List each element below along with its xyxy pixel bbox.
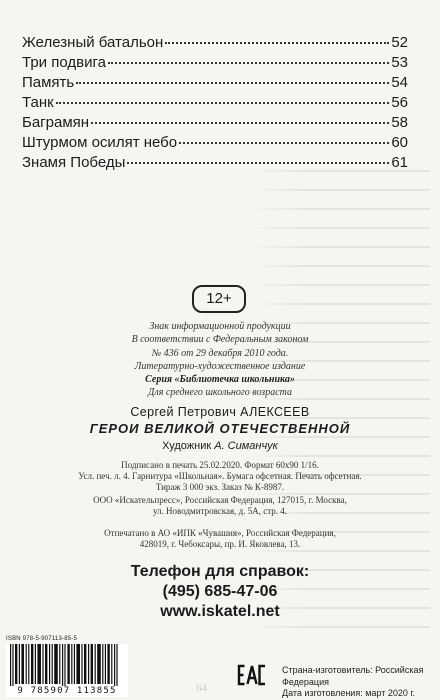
toc-entry [22, 94, 408, 114]
toc-entry [22, 134, 408, 154]
publisher-address [0, 495, 440, 517]
toc-entry-page: 53 [391, 54, 408, 71]
reader-age-note: Для среднего школьного возраста [148, 387, 292, 398]
series-name: Серия «Библиотечка школьника» [145, 374, 295, 385]
toc-entry-title: Три подвига [22, 54, 106, 71]
toc-entry-title: Танк [22, 94, 54, 111]
toc-leader-dots [91, 121, 389, 124]
page-number: 64 [196, 682, 207, 694]
illustrator-name: А. Симанчук [214, 440, 278, 452]
print-detail-line: Тираж 3 000 экз. Заказ № К-8987. [155, 481, 285, 492]
book-title: ГЕРОИ ВЕЛИКОЙ ОТЕЧЕСТВЕННОЙ [89, 421, 351, 436]
notice-line: Знак информационной продукции [149, 321, 291, 332]
toc-leader-dots [76, 81, 389, 84]
website-link[interactable]: www.iskatel.net [160, 603, 280, 620]
notice-line: В соответствии с Федеральным законом [131, 334, 309, 346]
print-detail-line: Подписано в печать 25.02.2020. Формат 60х90 1/16. [121, 460, 319, 470]
information-product-notice [0, 320, 440, 360]
book-author: Сергей Петрович АЛЕКСЕЕВ [130, 405, 310, 419]
table-of-contents [22, 34, 408, 174]
age-rating-badge: 12+ [192, 285, 246, 313]
eac-conformity-mark [237, 664, 267, 686]
isbn-text: ISBN 978-5-907113-85-5 [6, 636, 77, 642]
toc-entry-page: 54 [391, 74, 408, 91]
toc-entry [22, 114, 408, 134]
print-detail-line: Усл. печ. л. 4. Гарнитура «Школьная». Бумага офсетная. Печать офсетная. [78, 470, 362, 481]
publisher-line: ООО «Искательпресс», Российская Федерация, 127015, г. Москва, [93, 495, 347, 505]
printer-address [0, 528, 440, 550]
phone-label: Телефон для справок: [130, 563, 310, 580]
toc-entry [22, 154, 408, 174]
toc-entry [22, 74, 408, 94]
toc-entry-page: 60 [391, 134, 408, 151]
manufacture-date: Дата изготовления: март 2020 г. [282, 688, 416, 698]
toc-leader-dots [165, 41, 389, 44]
barcode-image [6, 644, 128, 686]
illustrator-label: Художник [162, 440, 212, 452]
toc-entry-title: Штурмом осилят небо [22, 134, 178, 151]
toc-entry-title: Железный батальон [22, 34, 164, 51]
toc-entry-page: 61 [391, 154, 408, 171]
print-details [0, 460, 440, 492]
toc-entry-title: Память [22, 74, 75, 91]
toc-leader-dots [108, 61, 389, 64]
toc-entry [22, 34, 408, 54]
illustrator-line [0, 440, 440, 452]
toc-entry-title: Знамя Победы [22, 154, 126, 171]
phone-number: (495) 685-47-06 [162, 583, 278, 600]
barcode-number: 9 785907 113855 [6, 686, 128, 697]
toc-entry-page: 52 [391, 34, 408, 51]
notice-line: № 436 от 29 декабря 2010 года. [151, 347, 289, 359]
toc-entry-page: 56 [391, 94, 408, 111]
toc-entry-title: Баграмян [22, 114, 90, 131]
origin-country: Страна-изготовитель: Российская Федерация [282, 665, 424, 687]
printer-line: Отпечатано в АО «ИПК «Чувашия», Российская Федерация, [104, 528, 336, 538]
toc-entry-page: 58 [391, 114, 408, 131]
toc-entry [22, 54, 408, 74]
publisher-line: ул. Новодмитровская, д. 5А, стр. 4. [152, 505, 288, 516]
toc-leader-dots [127, 161, 389, 164]
edition-genre: Литературно-художественное издание [134, 361, 306, 372]
toc-leader-dots [179, 141, 389, 144]
printer-line: 428019, г. Чебоксары, пр. И. Яковлева, 13. [139, 538, 301, 549]
toc-leader-dots [56, 101, 390, 104]
origin-info [282, 665, 440, 700]
